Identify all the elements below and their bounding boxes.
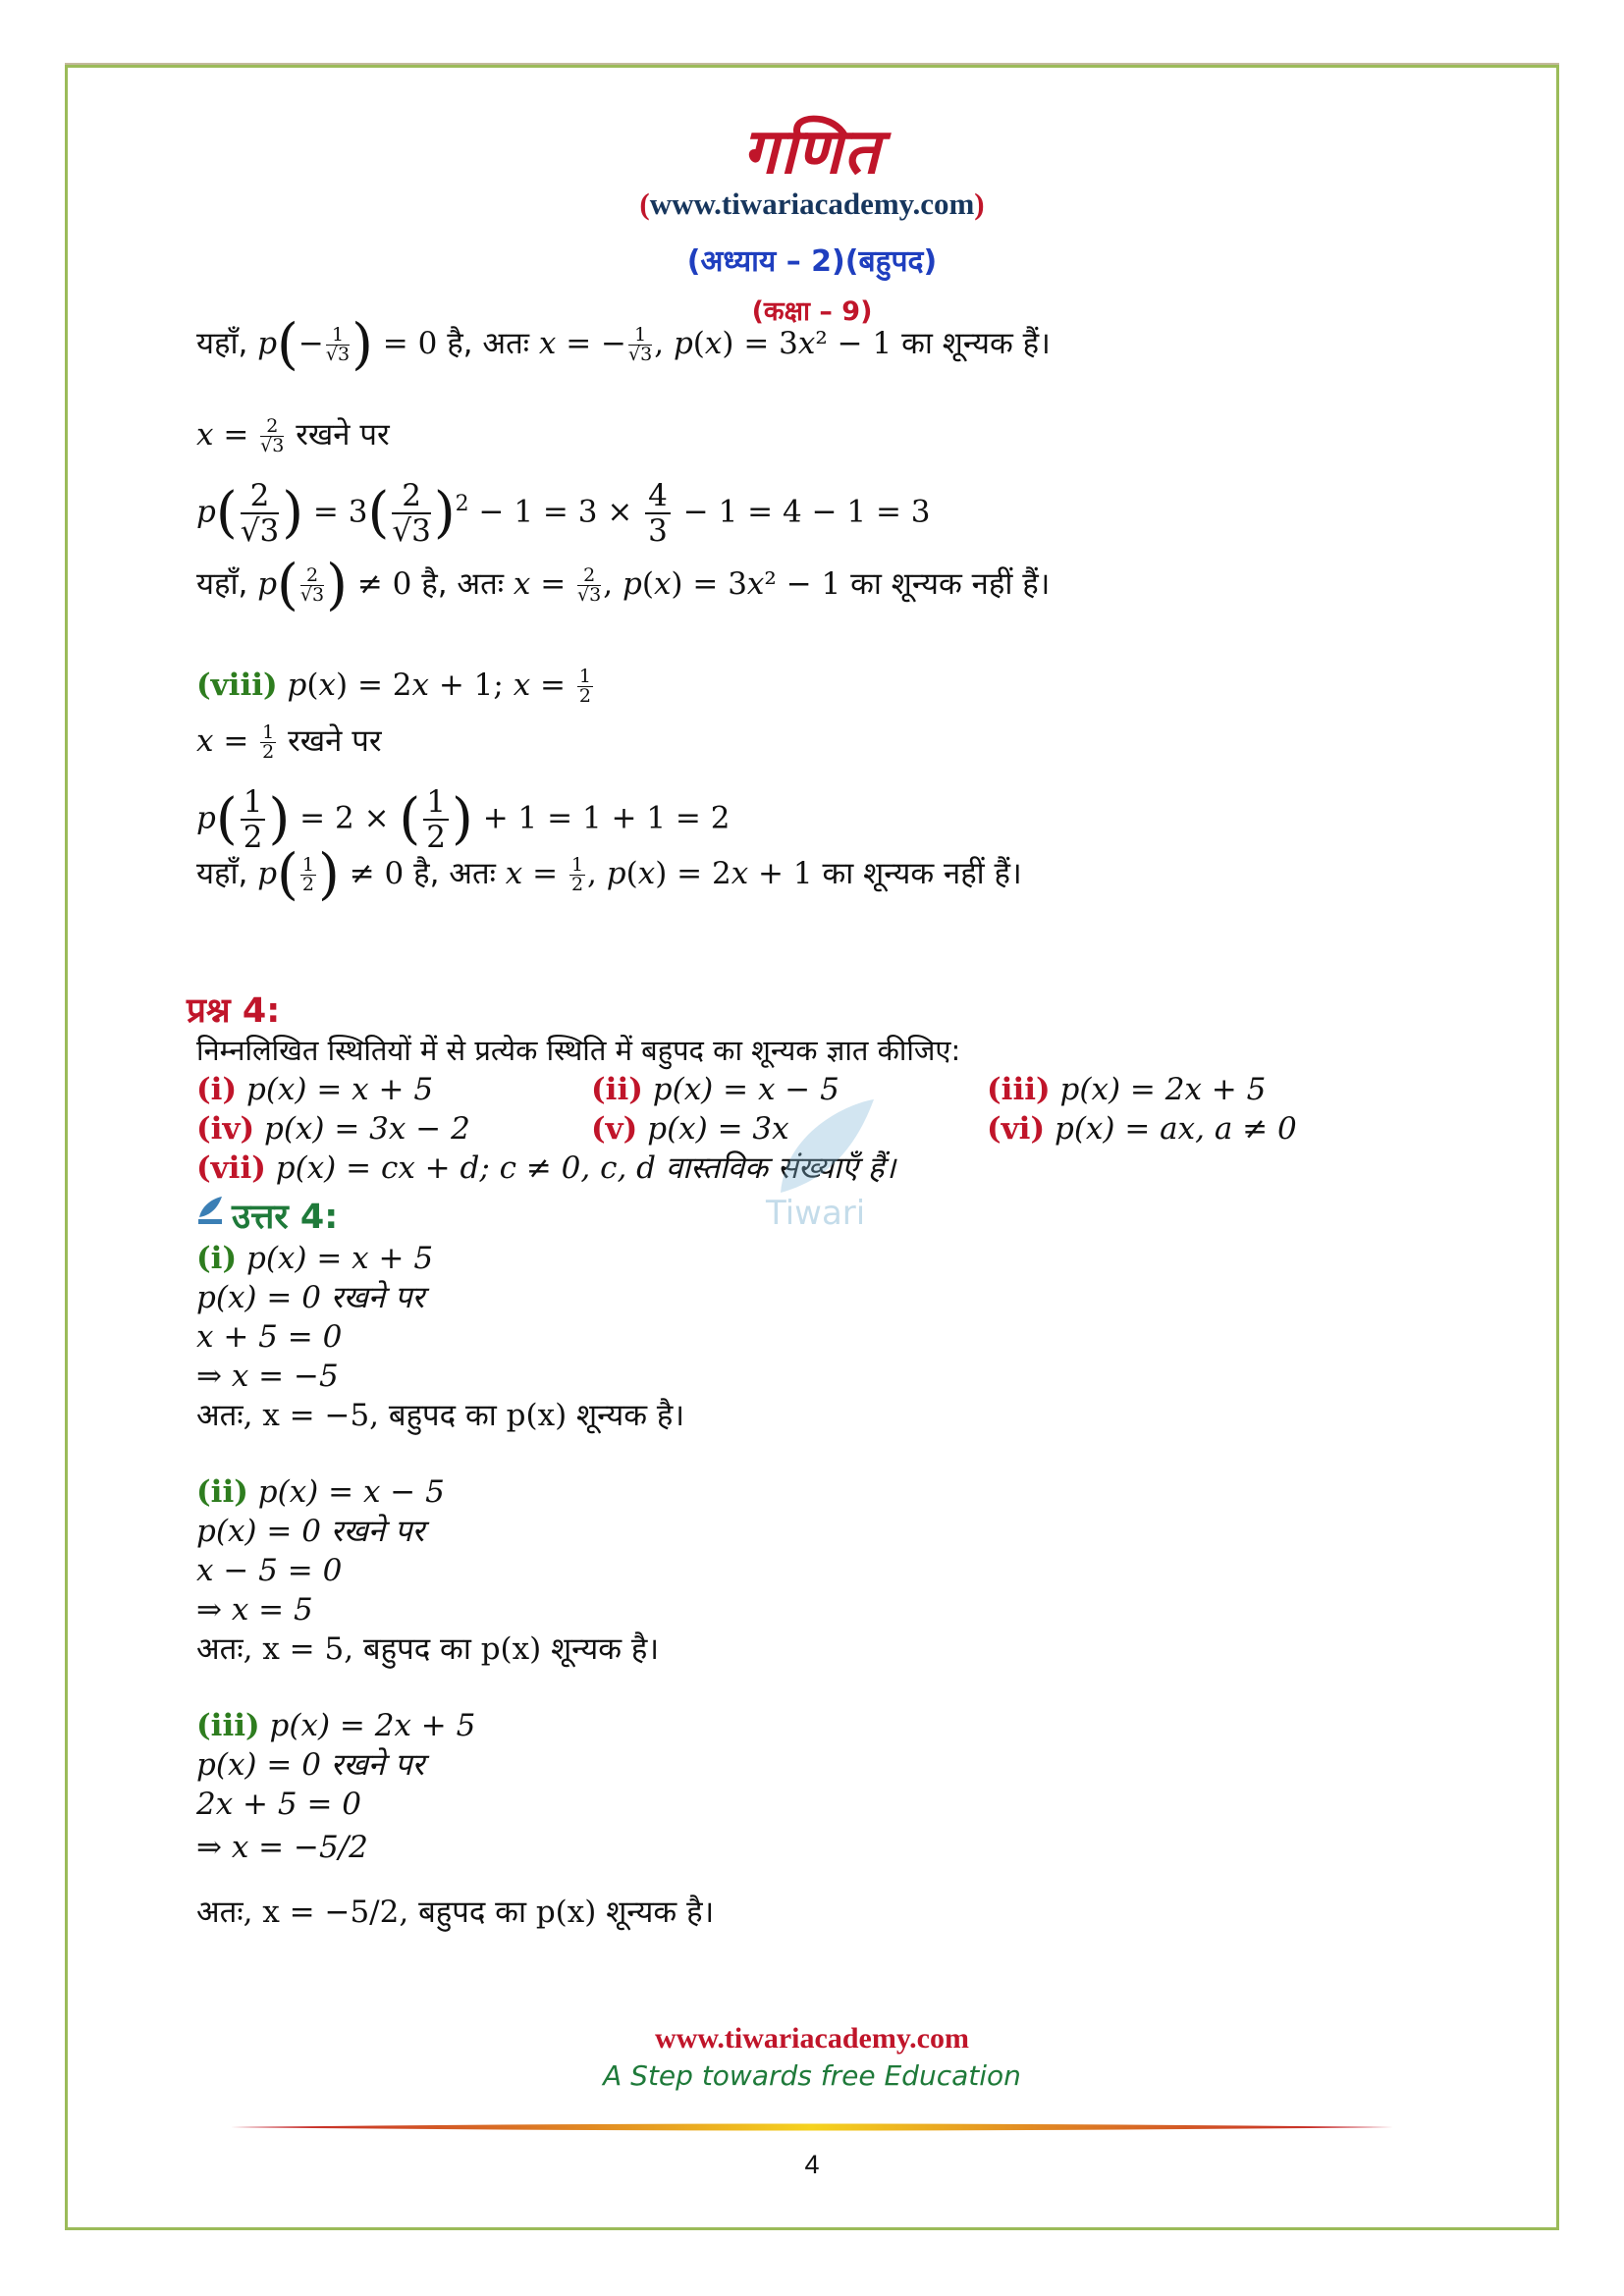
svg-text:Tiwari: Tiwari xyxy=(766,1194,866,1232)
ans-ii-s4: अतः, x = 5, बहुपद का p(x) शून्यक है। xyxy=(196,1631,660,1667)
ans-ii-s2: x − 5 = 0 xyxy=(196,1553,343,1588)
footer-divider xyxy=(231,2120,1393,2134)
q-part-v: (v) p(x) = 3x xyxy=(591,1111,789,1147)
q-part-vi: (vi) p(x) = ax, a ≠ 0 xyxy=(987,1111,1297,1147)
ans-iii-title: (iii) p(x) = 2x + 5 xyxy=(196,1708,476,1743)
line-l7: p( $\frac{1}{2}$ ) = 2 × ( $\frac{1}{2}$ ) + 1 = 1 + 1 = 2 xyxy=(196,784,731,855)
line-l8: यहाँ, p( $\frac{1}{2}$ ) ≠ 0 है, अतः x = $\frac{1}{2}$ , p(x) = 2x + 1 का शून्यक नहीं हैं। xyxy=(196,842,1022,907)
ans-iii-s3: ⇒ x = −5/2 xyxy=(196,1830,368,1865)
chapter-heading: (अध्याय – 2)(बहुपद) xyxy=(686,244,938,279)
line-l1: यहाँ, p(− $\frac{1}{√3}$ ) = 0 है, अतः x = − $\frac{1}{√3}$ , p(x) = 3x² − 1 का शून्यक हैं। xyxy=(196,312,1051,377)
ans-i-s2: x + 5 = 0 xyxy=(196,1319,343,1355)
footer-tagline: A Step towards free Education xyxy=(603,2059,1021,2092)
class-label: (कक्षा – 9) xyxy=(751,296,873,327)
tiwari-watermark-logo xyxy=(756,1095,884,1232)
line-l2: x = $\frac{2}{√3}$ रखने पर xyxy=(196,415,390,456)
q-part-ii: (ii) p(x) = x − 5 xyxy=(591,1072,839,1107)
ans-iii-s2: 2x + 5 = 0 xyxy=(196,1787,362,1822)
answer-logo-icon xyxy=(196,1196,224,1225)
line-l3: p( $\frac{2}{√3}$ ) = 3( $\frac{2}{√3}$ )$^2$ − 1 = 3 × $\frac{4}{3}$ − 1 = 4 − 1 = 3 xyxy=(196,478,931,549)
ans-i-s4: अतः, x = −5, बहुपद का p(x) शून्यक है। xyxy=(196,1398,685,1433)
q-part-vii: (vii) p(x) = cx + d; c ≠ 0, c, d वास्तविक संख्याएँ हैं। xyxy=(196,1150,896,1186)
ans-i-title: (i) p(x) = x + 5 xyxy=(196,1241,434,1276)
ans-iii-s4: अतः, x = −5/2, बहुपद का p(x) शून्यक है। xyxy=(196,1895,715,1930)
page-number: 4 xyxy=(804,2150,820,2179)
part-viii: (viii) p(x) = 2x + 1; x = $\frac{1}{2}$ xyxy=(196,666,591,707)
answer-heading: उत्तर 4: xyxy=(232,1198,339,1237)
ans-i-s3: ⇒ x = −5 xyxy=(196,1359,339,1394)
question-text: निम्नलिखित स्थितियों में से प्रत्येक स्थिति में बहुपद का शून्यक ज्ञात कीजिए: xyxy=(196,1034,961,1067)
q-part-iv: (iv) p(x) = 3x − 2 xyxy=(196,1111,470,1147)
q-part-i: (i) p(x) = x + 5 xyxy=(196,1072,434,1107)
ans-i-s1: p(x) = 0 रखने पर xyxy=(196,1280,425,1315)
header-site-link[interactable]: (www.tiwariacademy.com) xyxy=(639,187,985,221)
question-heading: प्रश्न 4: xyxy=(187,991,281,1031)
part-viii-label: (viii) xyxy=(196,667,278,703)
footer-site-link[interactable]: www.tiwariacademy.com xyxy=(655,2022,969,2055)
header-site-text[interactable]: www.tiwariacademy.com xyxy=(649,187,975,221)
line-l4: यहाँ, p( $\frac{2}{√3}$ ) ≠ 0 है, अतः x = $\frac{2}{√3}$ , p(x) = 3x² − 1 का शून्यक नहीं हैं। xyxy=(196,553,1051,617)
ans-ii-title: (ii) p(x) = x − 5 xyxy=(196,1474,445,1510)
q-part-iii: (iii) p(x) = 2x + 5 xyxy=(987,1072,1267,1107)
ans-ii-s3: ⇒ x = 5 xyxy=(196,1592,313,1628)
ans-ii-s1: p(x) = 0 रखने पर xyxy=(196,1514,425,1549)
page-title: गणित xyxy=(742,116,882,188)
ans-iii-s1: p(x) = 0 रखने पर xyxy=(196,1747,425,1783)
line-l6: x = $\frac{1}{2}$ रखने पर xyxy=(196,721,382,763)
